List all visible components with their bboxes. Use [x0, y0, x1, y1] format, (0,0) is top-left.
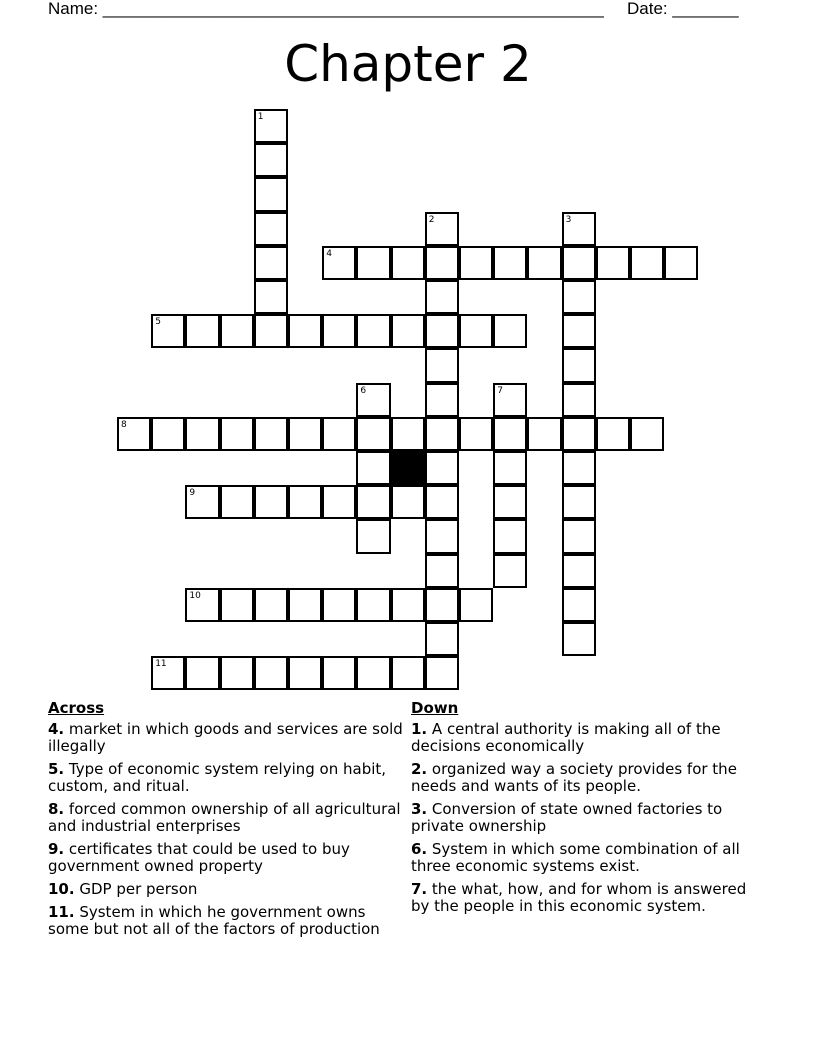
- clue-number: 7: [497, 385, 503, 396]
- clue-number: 4: [326, 248, 332, 259]
- grid-cell[interactable]: [254, 417, 288, 451]
- grid-cell[interactable]: [425, 588, 459, 622]
- across-clue: [48, 721, 403, 755]
- grid-cell[interactable]: [220, 485, 254, 519]
- grid-cell[interactable]: [425, 314, 459, 348]
- clue-number: 10.: [48, 880, 75, 898]
- grid-cell[interactable]: [527, 246, 561, 280]
- clue-number: 5: [155, 317, 161, 328]
- grid-cell[interactable]: [391, 588, 425, 622]
- clue-text: System in which some combination of all three economic systems exist.: [411, 840, 740, 875]
- grid-cell[interactable]: [356, 451, 390, 485]
- grid-cell[interactable]: [288, 417, 322, 451]
- grid-cell[interactable]: [562, 212, 596, 246]
- grid-cell[interactable]: [185, 485, 219, 519]
- name-field-line: Name: _____________________________________________________: [48, 0, 604, 18]
- grid-cell[interactable]: [562, 280, 596, 314]
- across-clues: [48, 700, 403, 944]
- clue-text: A central authority is making all of the decisions economically: [411, 720, 721, 755]
- grid-cell[interactable]: [356, 485, 390, 519]
- grid-cell[interactable]: [493, 451, 527, 485]
- grid-cell[interactable]: [562, 622, 596, 656]
- grid-cell[interactable]: [493, 246, 527, 280]
- clue-number: 2.: [411, 760, 428, 778]
- across-clue: [48, 841, 403, 875]
- grid-cell[interactable]: [220, 656, 254, 690]
- clue-text: Conversion of state owned factories to private ownership: [411, 800, 723, 835]
- clue-text: organized way a society provides for the needs and wants of its people.: [411, 760, 737, 795]
- grid-cell[interactable]: [288, 314, 322, 348]
- down-clue: [411, 881, 761, 915]
- grid-cell[interactable]: [562, 417, 596, 451]
- grid-cell[interactable]: [254, 109, 288, 143]
- grid-cell[interactable]: [425, 519, 459, 553]
- clue-number: 9: [189, 488, 196, 499]
- grid-cell[interactable]: [391, 314, 425, 348]
- grid-cell[interactable]: [288, 656, 322, 690]
- clue-text: certificates that could be used to buy government owned property: [48, 840, 350, 875]
- clue-number: 9.: [48, 840, 65, 858]
- grid-cell[interactable]: [425, 348, 459, 382]
- clue-number: 11.: [48, 903, 75, 921]
- grid-cell[interactable]: [459, 314, 493, 348]
- grid-block: [391, 451, 425, 485]
- down-heading: Down: [411, 699, 459, 717]
- across-clue: [48, 801, 403, 835]
- grid-cell[interactable]: [562, 519, 596, 553]
- grid-cell[interactable]: [220, 588, 254, 622]
- grid-cell[interactable]: [562, 314, 596, 348]
- grid-cell[interactable]: [391, 485, 425, 519]
- grid-cell[interactable]: [596, 417, 630, 451]
- grid-cell[interactable]: [220, 417, 254, 451]
- clue-text: forced common ownership of all agricultural and industrial enterprises: [48, 800, 401, 835]
- grid-cell[interactable]: [254, 143, 288, 177]
- grid-cell[interactable]: [356, 417, 390, 451]
- grid-cell[interactable]: [527, 417, 561, 451]
- clue-number: 1: [257, 112, 264, 122]
- grid-cell[interactable]: [425, 656, 459, 690]
- grid-cell[interactable]: [254, 588, 288, 622]
- grid-cell[interactable]: [493, 417, 527, 451]
- grid-cell[interactable]: [459, 417, 493, 451]
- grid-cell[interactable]: [493, 383, 527, 417]
- grid-cell[interactable]: [562, 485, 596, 519]
- grid-cell[interactable]: [425, 246, 459, 280]
- across-clue: [48, 904, 403, 938]
- down-clue: [411, 721, 761, 755]
- grid-cell[interactable]: [356, 656, 390, 690]
- grid-cell[interactable]: [391, 246, 425, 280]
- grid-cell[interactable]: [288, 485, 322, 519]
- grid-cell[interactable]: [151, 656, 185, 690]
- grid-cell[interactable]: [322, 417, 356, 451]
- grid-cell[interactable]: [117, 417, 151, 451]
- grid-cell[interactable]: [391, 417, 425, 451]
- grid-cell[interactable]: [356, 314, 390, 348]
- grid-cell[interactable]: [425, 451, 459, 485]
- clue-number: 6.: [411, 840, 428, 858]
- grid-cell[interactable]: [356, 588, 390, 622]
- grid-cell[interactable]: [425, 212, 459, 246]
- grid-cell[interactable]: [322, 588, 356, 622]
- grid-cell[interactable]: [562, 348, 596, 382]
- grid-cell[interactable]: [425, 554, 459, 588]
- grid-cell[interactable]: [185, 588, 219, 622]
- clue-number: 11: [155, 659, 167, 670]
- clue-number: 6: [360, 385, 367, 396]
- grid-cell[interactable]: [562, 554, 596, 588]
- clue-text: market in which goods and services are sold illegally: [48, 720, 403, 755]
- grid-cell[interactable]: [254, 280, 288, 314]
- grid-cell[interactable]: [562, 588, 596, 622]
- clue-number: 2: [428, 214, 435, 225]
- grid-cell[interactable]: [562, 451, 596, 485]
- grid-cell[interactable]: [322, 314, 356, 348]
- grid-cell[interactable]: [425, 383, 459, 417]
- grid-cell[interactable]: [664, 246, 698, 280]
- grid-cell[interactable]: [425, 280, 459, 314]
- grid-cell[interactable]: [356, 246, 390, 280]
- down-clue: [411, 801, 761, 835]
- grid-cell[interactable]: [459, 588, 493, 622]
- grid-cell[interactable]: [630, 246, 664, 280]
- grid-cell[interactable]: [254, 246, 288, 280]
- grid-cell[interactable]: [562, 383, 596, 417]
- across-heading: Across: [48, 699, 105, 717]
- grid-cell[interactable]: [356, 519, 390, 553]
- grid-cell[interactable]: [151, 314, 185, 348]
- grid-cell[interactable]: [425, 417, 459, 451]
- grid-cell[interactable]: [459, 246, 493, 280]
- down-clue-list: [411, 721, 761, 915]
- grid-cell[interactable]: [493, 519, 527, 553]
- grid-cell[interactable]: [254, 212, 288, 246]
- grid-cell[interactable]: [185, 417, 219, 451]
- grid-cell[interactable]: [185, 656, 219, 690]
- grid-cell[interactable]: [322, 246, 356, 280]
- clue-text: GDP per person: [74, 880, 198, 898]
- grid-cell[interactable]: [630, 417, 664, 451]
- clue-number: 5.: [48, 760, 65, 778]
- clue-text: Type of economic system relying on habit, custom, and ritual.: [48, 760, 387, 795]
- clue-number: 10: [189, 590, 201, 601]
- clue-text: the what, how, and for whom is answered by the people in this economic system.: [411, 880, 747, 915]
- grid-cell[interactable]: [596, 246, 630, 280]
- grid-cell[interactable]: [288, 588, 322, 622]
- clue-number: 3.: [411, 800, 428, 818]
- across-clue: [48, 761, 403, 795]
- grid-cell[interactable]: [493, 554, 527, 588]
- grid-cell[interactable]: [425, 622, 459, 656]
- clue-number: 3: [565, 214, 572, 225]
- down-clue: [411, 841, 761, 875]
- down-clues: [411, 700, 761, 921]
- grid-cell[interactable]: [391, 656, 425, 690]
- grid-cell[interactable]: [254, 177, 288, 211]
- grid-cell[interactable]: [562, 246, 596, 280]
- clue-number: 1.: [411, 720, 428, 738]
- grid-cell[interactable]: [254, 314, 288, 348]
- grid-cell[interactable]: [254, 656, 288, 690]
- across-clue: [48, 881, 403, 898]
- clue-number: 8.: [48, 800, 65, 818]
- clue-number: 8: [121, 419, 127, 430]
- grid-cell[interactable]: [185, 314, 219, 348]
- clue-number: 4.: [48, 720, 65, 738]
- page-title: Chapter 2: [284, 35, 532, 93]
- grid-cell[interactable]: [356, 383, 390, 417]
- grid-cell[interactable]: [493, 314, 527, 348]
- across-clue-list: [48, 721, 403, 938]
- grid-cell[interactable]: [151, 417, 185, 451]
- date-field-line: Date: _______: [627, 0, 739, 18]
- grid-cell[interactable]: [254, 485, 288, 519]
- grid-cell[interactable]: [322, 656, 356, 690]
- grid-cell[interactable]: [220, 314, 254, 348]
- grid-cell[interactable]: [493, 485, 527, 519]
- clue-number: 7.: [411, 880, 428, 898]
- down-clue: [411, 761, 761, 795]
- grid-cell[interactable]: [425, 485, 459, 519]
- grid-cell[interactable]: [322, 485, 356, 519]
- clue-text: System in which he government owns some but not all of the factors of production: [48, 903, 380, 938]
